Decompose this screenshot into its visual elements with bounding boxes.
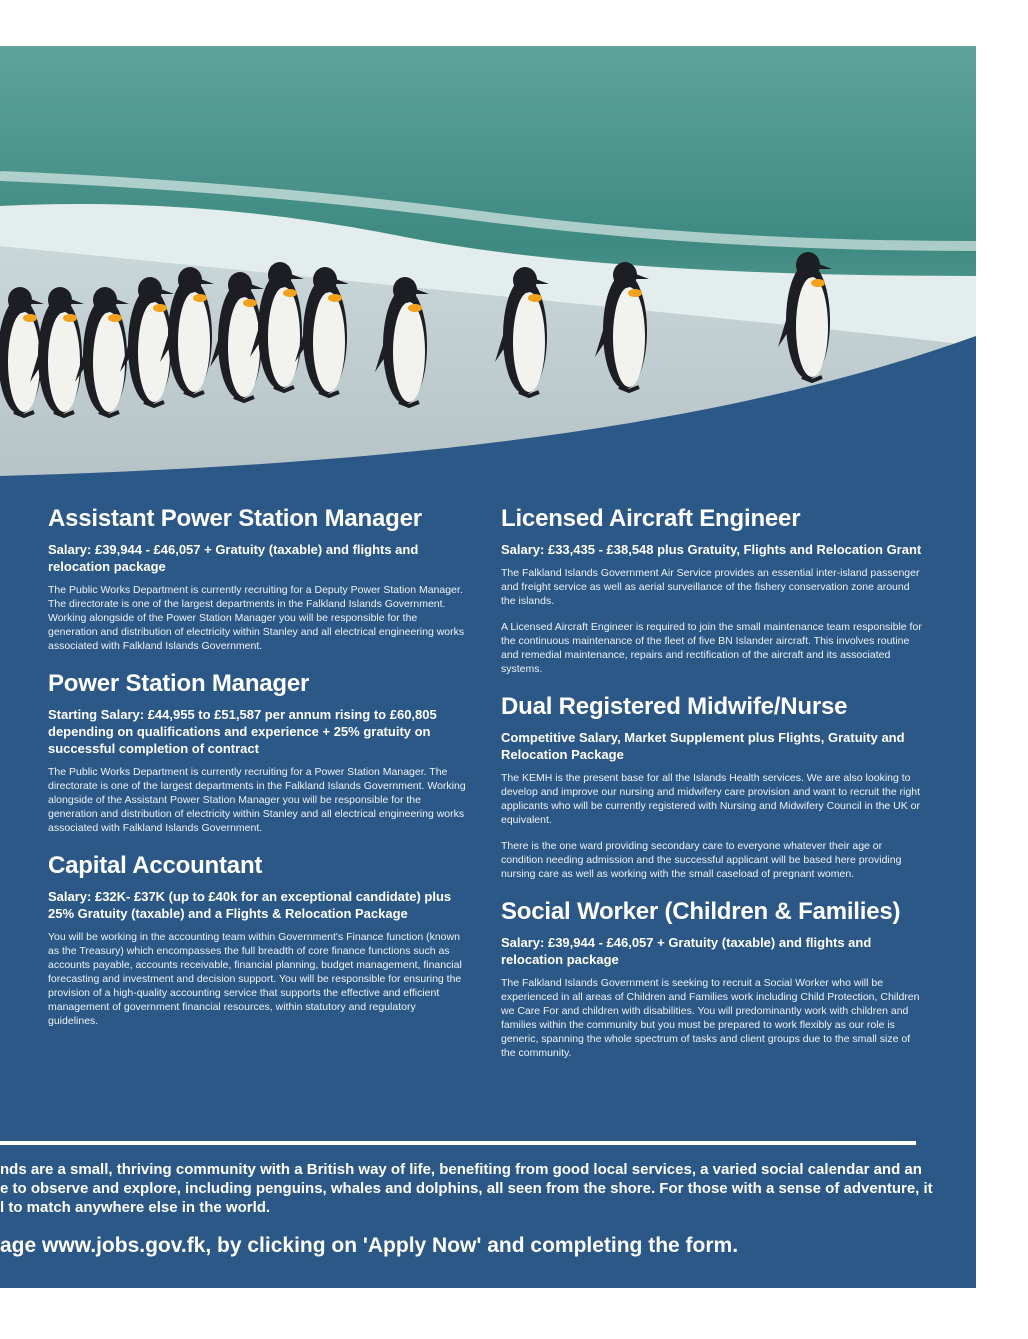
job-description: There is the one ward providing secondary care to everyone whatever their age or condition needing admission and the successful applicant will be based here providing nursing care as well as working with the small caseload of pregnant women. [501,840,902,880]
apply-instructions: age www.jobs.gov.fk, by clicking on 'Apply Now' and completing the form. [0,1234,739,1257]
footer-line: nds are a small, thriving community with a British way of life, benefiting from good local services, a varied social calendar and an [0,1161,922,1178]
right-column [501,504,926,1076]
job-power-station-manager [48,669,468,835]
job-salary: Salary: £39,944 - £46,057 + Gratuity (taxable) and flights and relocation package [48,542,419,574]
job-salary: Starting Salary: £44,955 to £51,587 per annum rising to £60,805 depending on qualifications and experience + 25% gratuity on successful completion of contract [48,707,437,756]
job-description: The Falkland Islands Government Air Service provides an essential inter-island passenger and freight service as well as aerial surveillance of the fishery conservation zone around the islands. [501,567,920,607]
job-dual-registered-midwife-nurse [501,692,926,881]
job-description: The Public Works Department is currently recruiting for a Power Station Manager. The directorate is one of the largest departments in the Falkland Islands Government. Working alongside of the Assistant Power Station Manager you will be responsible for the generation and distribution of electricity within Stanley and all electrical engineering works associated with Falkland Islands Government. [48,766,466,834]
job-assistant-power-station-manager [48,504,468,653]
job-description: You will be working in the accounting team within Government's Finance function (known as the Treasury) which encompasses the full breadth of core finance functions such as accounts payable, accounts receivable, financial planning, budget management, financial forecasting and investment and decision support. You will be responsible for ensuring the provision of a high-quality accounting service that supports the effective and efficient management of government financial resources, within statutory and regulatory guidelines. [48,931,462,1027]
job-social-worker [501,897,926,1060]
advert-page [0,46,976,1288]
job-description: A Licensed Aircraft Engineer is required to join the small maintenance team responsible for the continuous maintenance of the fleet of five BN Islander aircraft. This involves routine and remedial maintenance, repairs and rectification of the aircraft and its associated systems. [501,621,922,675]
divider [0,1141,916,1145]
job-salary: Salary: £32K- £37K (up to £40k for an exceptional candidate) plus 25% Gratuity (taxable) and a Flights & Relocation Package [48,889,452,921]
left-column [48,504,468,1044]
job-title: Capital Accountant [48,852,263,879]
footer-text [0,1160,976,1259]
job-description: The Falkland Islands Government is seeking to recruit a Social Worker who will be experienced in all areas of Children and Families work including Child Protection, Children we Care For and children with disabilities. You will predominantly work with children and families within the community but you must be prepared to work flexibly as our role is generic, spanning the whole spectrum of tasks and client groups due to the small size of the community. [501,977,920,1059]
footer-line: e to observe and explore, including penguins, whales and dolphins, all seen from the shore. For those with a sense of adventure, it [0,1180,933,1197]
job-title: Power Station Manager [48,670,310,697]
job-title: Licensed Aircraft Engineer [501,505,801,532]
penguin-beach-photo [0,46,976,486]
job-title: Assistant Power Station Manager [48,505,422,532]
job-title: Dual Registered Midwife/Nurse [501,693,848,720]
footer-line: l to match anywhere else in the world. [0,1199,271,1216]
job-salary: Competitive Salary, Market Supplement plus Flights, Gratuity and Relocation Package [501,730,905,762]
job-description: The Public Works Department is currently recruiting for a Deputy Power Station Manager. The directorate is one of the largest departments in the Falkland Islands Government. Working alongside of the Power Station Manager you will be responsible for the generation and distribution of electricity within Stanley and all electrical engineering works associated with Falkland Islands Government. [48,584,465,652]
job-description: The KEMH is the present base for all the Islands Health services. We are also looking to develop and improve our nursing and midwifery care provision and want to recruit the right applicants who will be currently registered with Nursing and Midwifery Council in the UK or equivalent. [501,772,921,826]
job-salary: Salary: £39,944 - £46,057 + Gratuity (taxable) and flights and relocation package [501,935,872,967]
job-salary: Salary: £33,435 - £38,548 plus Gratuity, Flights and Relocation Grant [501,542,922,557]
job-title: Social Worker (Children & Families) [501,898,901,925]
job-licensed-aircraft-engineer [501,504,926,676]
job-capital-accountant [48,851,468,1028]
